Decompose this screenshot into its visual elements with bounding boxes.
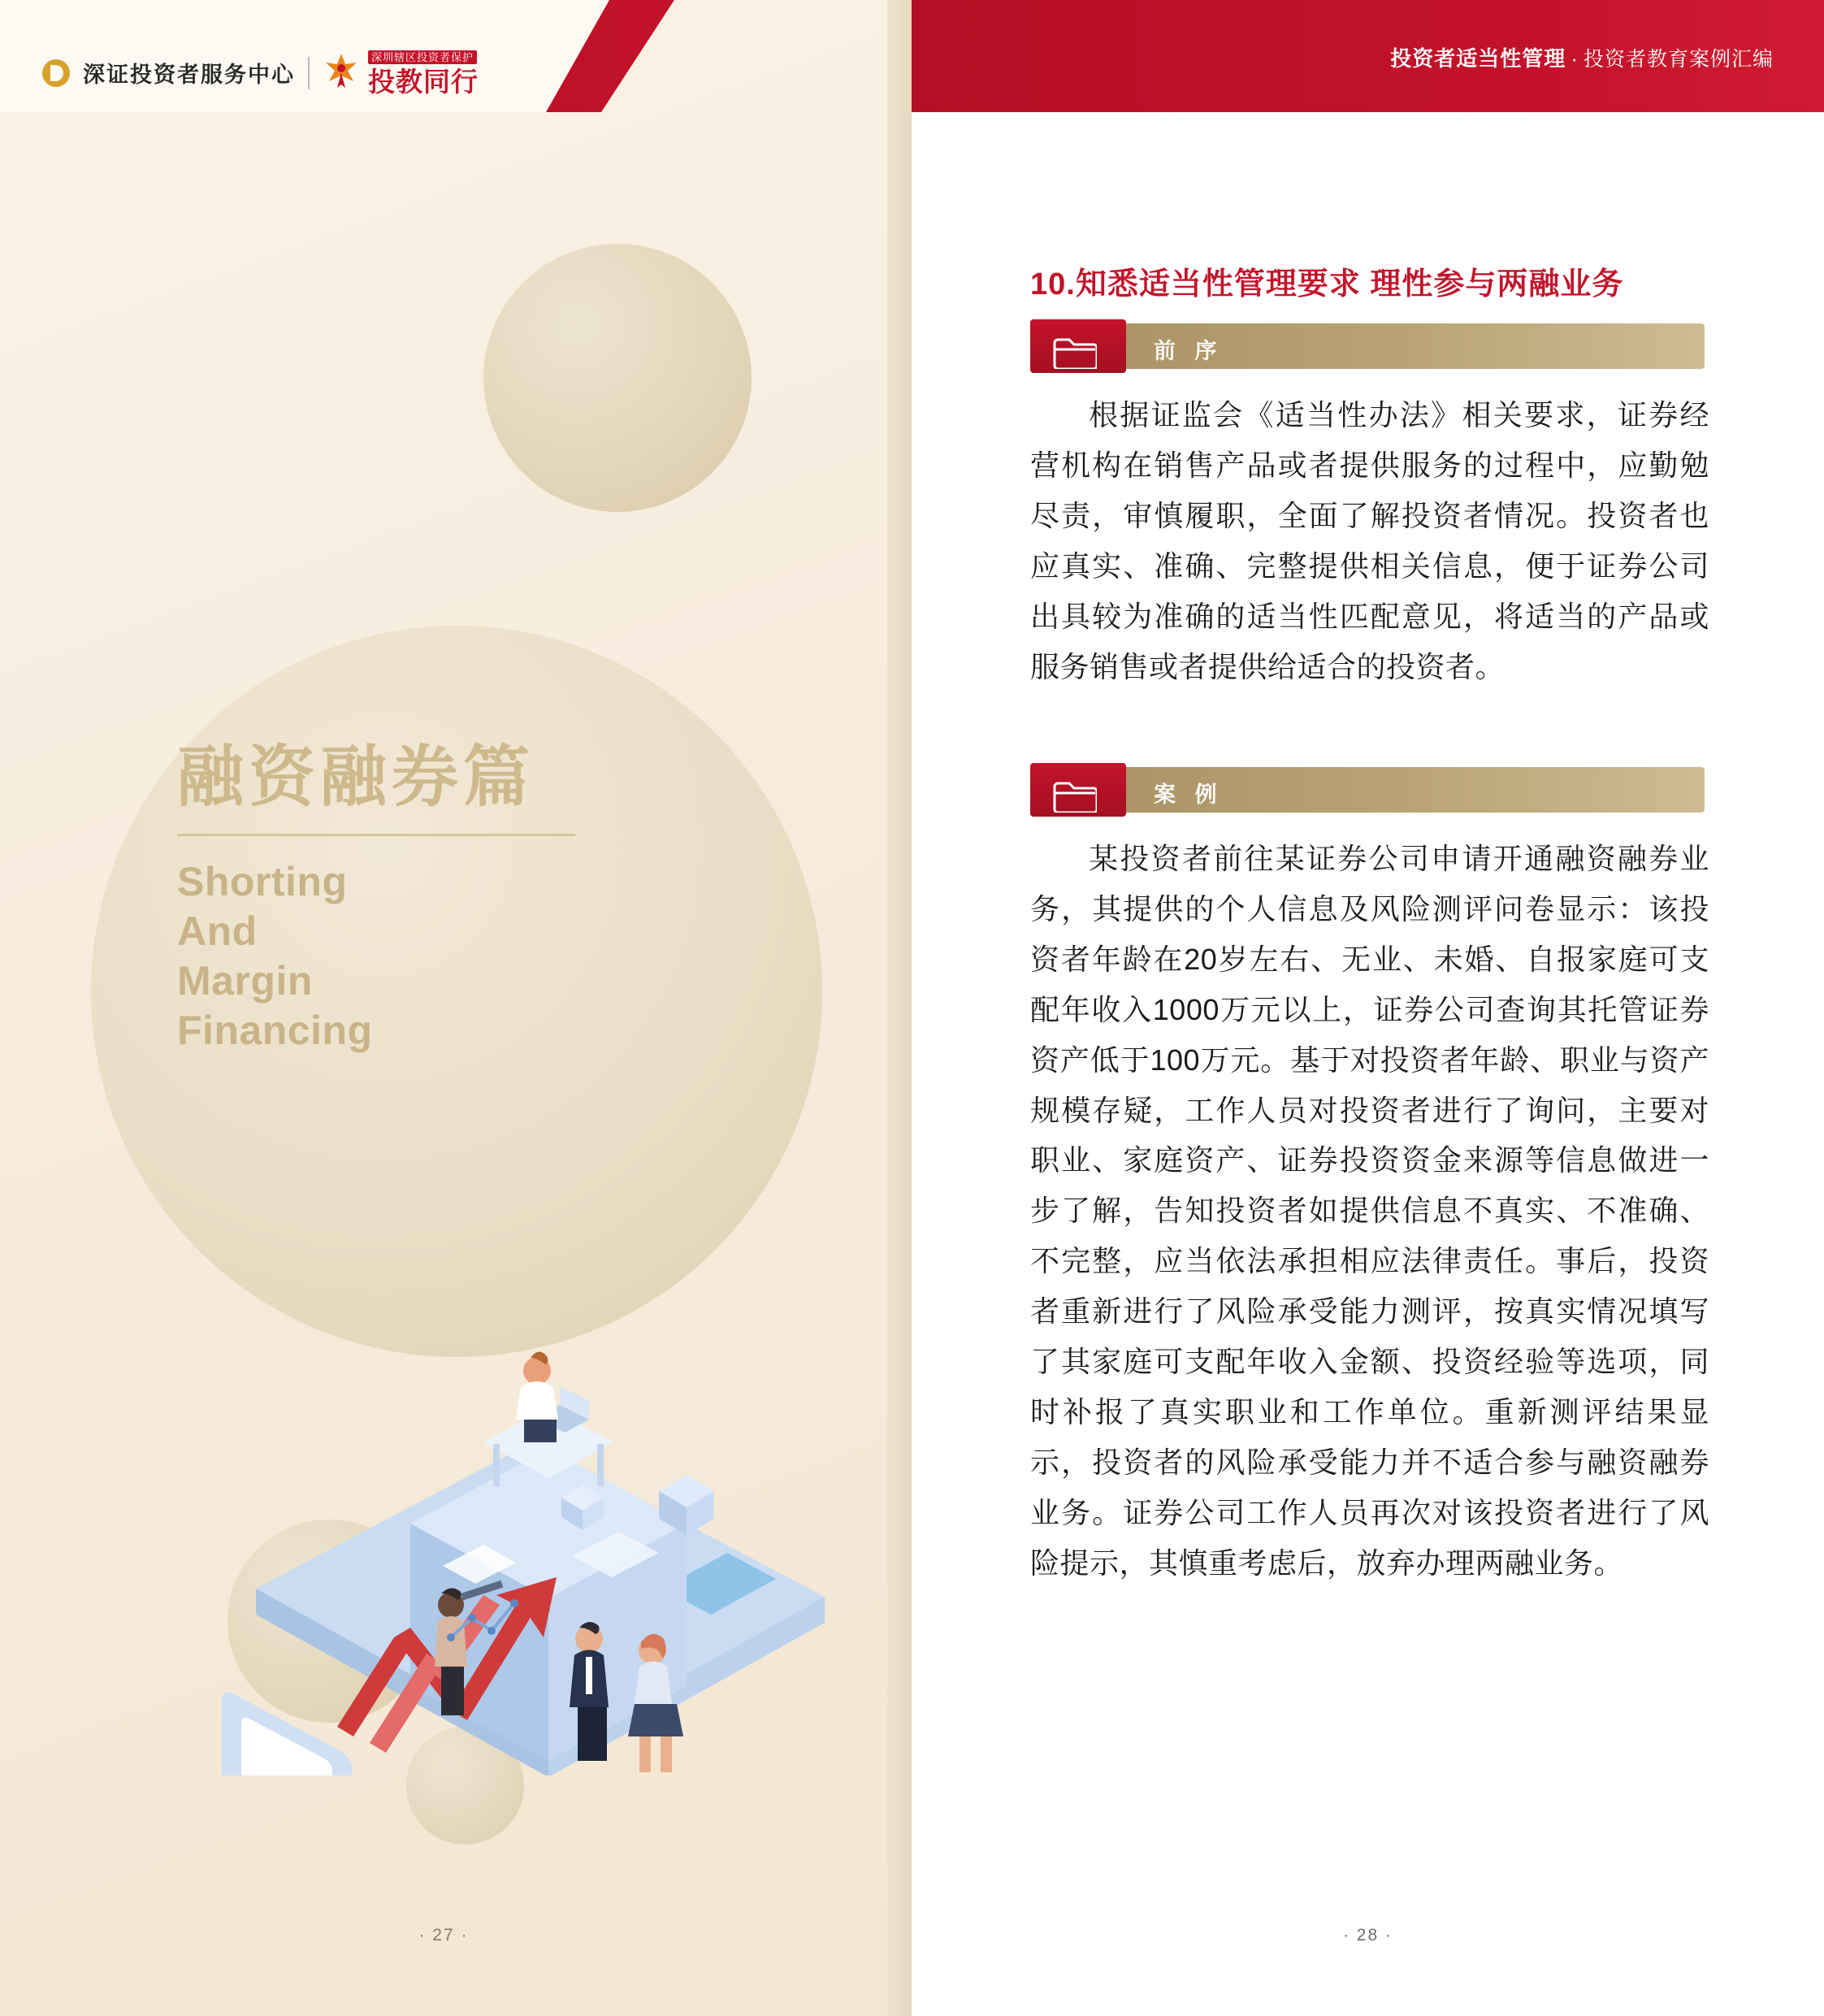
chapter-rule [177, 834, 575, 836]
section-body-case: 某投资者前往某证券公司申请开通融资融券业务，其提供的个人信息及风险测评问卷显示：该投资者年龄在20岁左右、无业、未婚、自报家庭可支配年收入1000万元以上，证券公司查询其托管证券资产低于100万元。基于对投资者年龄、职业与资产规模存疑，工作人员对投资者进行了询问，主要对职业、家庭资产、证券投资资金来源等信息做进一步了解，告知投资者如提供信息不真实、不准确、不完整，应当依法承担相应法律责任。事后，投资者重新进行了风险承受能力测评，按真实情况填写了其家庭可支配年收入金额、投资经验等选项，同时补报了真实职业和工作单位。重新测评结果显示，投资者的风险承受能力并不适合参与融资融券业务。证券公司工作人员再次对该投资者进行了风险提示，其慎重考虑后，放弃办理两融业务。 [1030, 842, 1709, 1580]
folder-icon [1053, 780, 1097, 813]
organization-name: 深证投资者服务中心 [83, 63, 295, 87]
brand-subtitle: 深圳辖区投资者保护 [368, 50, 477, 64]
header-subtitle: 投资者教育案例汇编 [1583, 48, 1774, 71]
decorative-circle-top [483, 244, 752, 512]
page-edge-strip [887, 0, 912, 2016]
chapter-title-en-line-2: And [177, 908, 258, 955]
chapter-title-en-line-1: Shorting [177, 859, 348, 905]
article-title: 10.知悉适当性管理要求 理性参与两融业务 [1030, 267, 1624, 301]
section-label-case: 案 例 [1154, 783, 1224, 807]
section-bar-background [1030, 323, 1705, 369]
right-page [912, 0, 1824, 2016]
section-bar-background [1030, 767, 1705, 813]
section-header-case [1030, 767, 1705, 813]
header-separator: · [1571, 46, 1579, 71]
folder-icon [1053, 336, 1097, 369]
header-breadcrumb [1390, 42, 1774, 72]
shield-logo-icon [42, 59, 70, 87]
publisher-logo [42, 50, 479, 95]
chapter-title-en [177, 857, 632, 1056]
chapter-title-en-line-4: Financing [177, 1008, 373, 1054]
page-number-left: · 27 · [418, 1926, 469, 1944]
section-header-preface [1030, 323, 1705, 369]
section-body-preface: 根据证监会《适当性办法》相关要求，证券经营机构在销售产品或者提供服务的过程中，应勤勉尽责，审慎履职，全面了解投资者情况。投资者也应真实、准确、完整提供相关信息，便于证券公司出具较为准确的适当性匹配意见，将适当的产品或服务销售或者提供给适合的投资者。 [1030, 398, 1709, 683]
header-title: 投资者适当性管理 [1390, 46, 1566, 71]
chapter-title-en-line-3: Margin [177, 958, 313, 1004]
star-person-icon [323, 52, 360, 94]
chapter-heading [177, 739, 632, 1056]
isometric-illustration [207, 1069, 882, 1775]
page-number-right: · 28 · [1342, 1926, 1393, 1944]
brand-block [323, 50, 479, 95]
brand-title: 投教同行 [368, 67, 479, 97]
chapter-title-cn: 融资融券篇 [177, 740, 535, 814]
logo-divider [308, 57, 310, 89]
section-label-preface: 前 序 [1154, 339, 1224, 363]
